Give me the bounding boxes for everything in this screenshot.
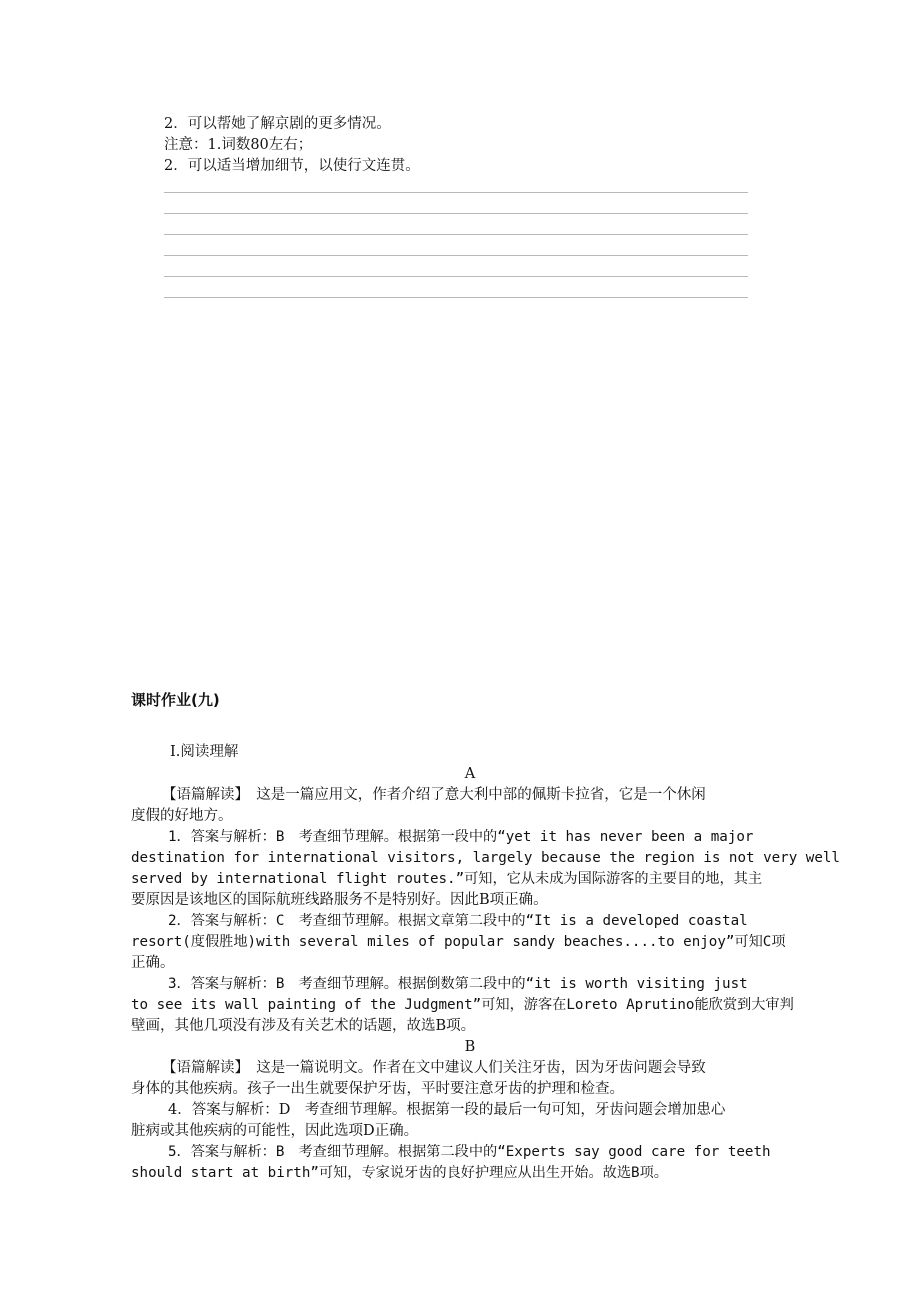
passage-a-intro: 度假的好地方。 xyxy=(131,808,233,824)
writing-line xyxy=(164,213,748,214)
answer-3: 3．答案与解析：B 考查细节理解。根据倒数第二段中的“it is worth visiting just xyxy=(168,976,748,992)
passage-b-intro: 【语篇解读】 这是一篇说明文。作者在文中建议人们关注牙齿，因为牙齿问题会导致 xyxy=(162,1060,706,1076)
passage-b-intro: 身体的其他疾病。孩子一出生就要保护牙齿，平时要注意牙齿的护理和检查。 xyxy=(131,1081,624,1097)
lesson-title: 课时作业(九) xyxy=(131,691,220,709)
item-2: 2．可以帮她了解京剧的更多情况。 xyxy=(164,116,391,132)
answer-3: 壁画，其他几项没有涉及有关艺术的话题，故选B项。 xyxy=(131,1018,476,1034)
answer-2: 正确。 xyxy=(131,955,175,971)
writing-line xyxy=(164,276,748,277)
writing-line xyxy=(164,297,748,298)
part-heading: Ⅰ.阅读理解 xyxy=(170,744,239,760)
answer-5: should start at birth”可知，专家说牙齿的良好护理应从出生开始。故选B项。 xyxy=(131,1165,668,1181)
answer-5: 5．答案与解析：B 考查细节理解。根据第二段中的“Experts say good care for teeth xyxy=(168,1144,771,1160)
answer-1: 1．答案与解析：B 考查细节理解。根据第一段中的“yet it has never been a major xyxy=(168,829,754,845)
passage-a-label: A xyxy=(464,766,476,782)
note-1: 注意：1.词数80左右； xyxy=(164,137,313,153)
passage-b-label: B xyxy=(464,1039,476,1055)
answer-4: 4．答案与解析：D 考查细节理解。根据第一段的最后一句可知，牙齿问题会增加患心 xyxy=(168,1102,726,1118)
answer-1: 要原因是该地区的国际航班线路服务不是特别好。因此B项正确。 xyxy=(131,892,548,908)
writing-line xyxy=(164,192,748,193)
writing-line xyxy=(164,255,748,256)
answer-1: destination for international visitors, largely because the region is not very well xyxy=(131,850,840,866)
answer-2: 2．答案与解析：C 考查细节理解。根据文章第二段中的“It is a developed coastal xyxy=(168,913,748,929)
answer-3: to see its wall painting of the Judgment”可知，游客在Loreto Aprutino能欣赏到大审判 xyxy=(131,997,794,1013)
writing-line xyxy=(164,234,748,235)
passage-a-intro: 【语篇解读】 这是一篇应用文，作者介绍了意大利中部的佩斯卡拉省，它是一个休闲 xyxy=(162,787,706,803)
answer-2: resort(度假胜地)with several miles of popular sandy beaches....to enjoy”可知C项 xyxy=(131,934,786,950)
answer-1: served by international flight routes.”可知，它从未成为国际游客的主要目的地，其主 xyxy=(131,871,763,887)
note-2: 2．可以适当增加细节，以使行文连贯。 xyxy=(164,158,420,174)
answer-4: 脏病或其他疾病的可能性，因此选项D正确。 xyxy=(131,1123,419,1139)
